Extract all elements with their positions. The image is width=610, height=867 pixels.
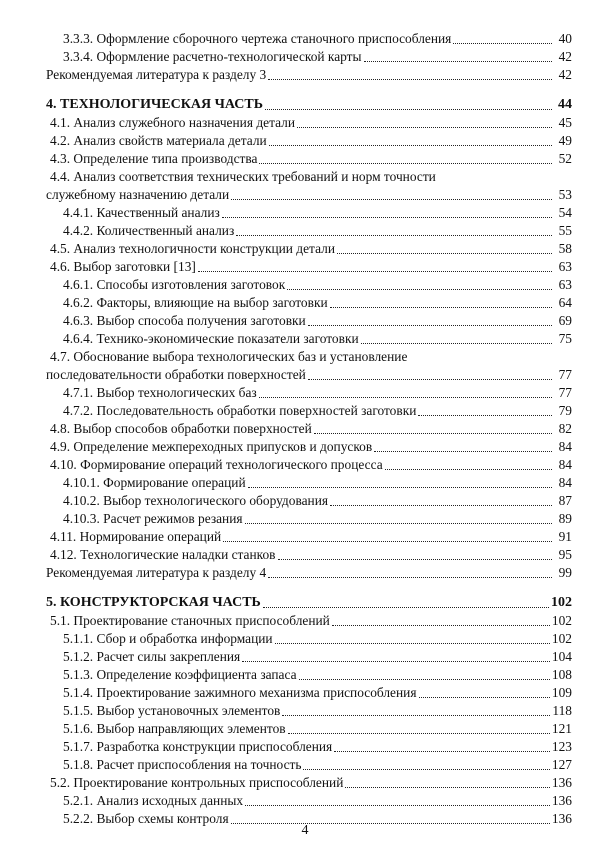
toc-entry-page: 127 [551,757,572,772]
toc-entry-page: 79 [558,403,572,418]
toc-entry-title: 5.1.6. Выбор направляющих элементов [63,721,286,736]
dot-leader [345,787,550,788]
dot-leader [303,769,549,770]
toc-entry-title: 4.6.2. Факторы, влияющие на выбор заготовки [63,295,328,310]
toc-entry-page: 64 [558,295,572,310]
toc-entry-page: 42 [558,67,572,82]
dot-leader [245,805,550,806]
dot-leader [374,451,552,452]
toc-entry-page: 123 [551,739,572,754]
toc-entry-title: 5.1.8. Расчет приспособления на точность [63,757,302,772]
dot-leader [198,271,552,272]
toc-entry-title: 4.10.1. Формирование операций [63,475,246,490]
toc-entry[interactable] [46,528,572,546]
toc-entry-page: 102 [551,595,572,610]
toc-entry-page: 118 [552,703,572,718]
toc-entry-page: 58 [558,241,572,256]
toc-entry-page: 108 [551,667,572,682]
toc-chapter[interactable] [46,96,572,114]
dot-leader [282,715,550,716]
toc-entry-title: 4.11. Нормирование операций [50,529,222,544]
toc-entry-title: 4.3. Определение типа производства [50,151,258,166]
toc-entry-page: 84 [558,475,572,490]
toc-entry-page: 121 [551,721,572,736]
toc-entry[interactable] [46,456,572,474]
toc-entry-title: 4.1. Анализ служебного назначения детали [50,115,296,130]
dot-leader [299,679,550,680]
toc-entry[interactable] [46,792,572,810]
toc-entry[interactable] [46,114,572,132]
dot-leader [364,61,552,62]
toc-entry[interactable] [46,204,572,222]
toc-entry[interactable] [46,702,572,720]
toc-entry-title: 4.10.3. Расчет режимов резания [63,511,243,526]
dot-leader [275,643,550,644]
toc-entry-page: 109 [551,685,572,700]
toc-entry-title: 4.8. Выбор способов обработки поверхностей [50,421,312,436]
dot-leader [259,163,552,164]
toc-entry-page: 63 [558,277,572,292]
dot-leader [385,469,552,470]
toc-entry-title: 4.7.1. Выбор технологических баз [63,385,257,400]
dot-leader [268,577,552,578]
dot-leader [268,79,552,80]
toc-entry[interactable] [46,474,572,492]
toc-entry[interactable] [46,222,572,240]
dot-leader [265,109,552,110]
toc-entry-title: 4.12. Технологические наладки станков [50,547,276,562]
table-of-contents [46,30,572,828]
toc-entry[interactable] [46,564,572,582]
dot-leader [308,379,552,380]
toc-entry[interactable] [46,756,572,774]
toc-entry[interactable] [46,312,572,330]
toc-entry[interactable] [46,30,572,48]
toc-entry-page: 102 [551,631,572,646]
toc-entry-title: 4.7.2. Последовательность обработки поверхностей заготовки [63,403,417,418]
toc-entry-page: 136 [551,793,572,808]
toc-entry[interactable] [46,276,572,294]
toc-entry[interactable] [46,510,572,528]
dot-leader [242,661,550,662]
toc-entry[interactable] [46,330,572,348]
toc-chapter[interactable] [46,594,572,612]
dot-leader [248,487,552,488]
toc-entry-page: 95 [558,547,572,562]
toc-entry-line: 4.7. Обоснование выбора технологических баз и установление [50,349,408,364]
toc-entry[interactable] [46,738,572,756]
toc-entry-title: 4.5. Анализ технологичности конструкции детали [50,241,335,256]
dot-leader [263,607,549,608]
toc-entry-page: 45 [558,115,572,130]
toc-entry-page: 42 [558,49,572,64]
dot-leader [259,397,552,398]
toc-entry[interactable] [46,492,572,510]
toc-entry-title: 4.4.1. Качественный анализ [63,205,220,220]
section-gap [46,582,572,594]
toc-entry[interactable] [46,366,572,384]
toc-entry[interactable] [46,648,572,666]
toc-entry-page: 44 [558,97,572,112]
toc-entry-title: 4.6.1. Способы изготовления заготовок [63,277,286,292]
toc-entry[interactable] [46,438,572,456]
toc-entry-page: 77 [558,385,572,400]
toc-entry-title: Рекомендуемая литература к разделу 4 [46,565,267,580]
dot-leader [334,751,550,752]
toc-entry-page: 75 [558,331,572,346]
toc-entry-title: 5.1.2. Расчет силы закрепления [63,649,241,664]
toc-entry-page: 87 [558,493,572,508]
toc-entry-title: служебному назначению детали [46,187,230,202]
toc-entry[interactable] [46,612,572,630]
toc-entry-page: 136 [551,811,572,826]
toc-entry-title: 5.1.7. Разработка конструкции приспособления [63,739,333,754]
dot-leader [236,235,552,236]
toc-entry[interactable] [46,546,572,564]
dot-leader [308,325,552,326]
toc-entry-page: 77 [558,367,572,382]
dot-leader [287,289,552,290]
dot-leader [222,217,552,218]
page-number: 4 [301,823,309,838]
toc-entry-line: 4.4. Анализ соответствия технических требований и норм точности [50,169,436,184]
dot-leader [314,433,552,434]
toc-entry[interactable] [46,720,572,738]
toc-entry-title: 5. КОНСТРУКТОРСКАЯ ЧАСТЬ [46,595,261,610]
toc-entry-title: 5.2. Проектирование контрольных приспособлений [50,775,344,790]
toc-entry[interactable] [46,66,572,84]
toc-entry-page: 104 [551,649,572,664]
dot-leader [245,523,552,524]
toc-entry-page: 53 [558,187,572,202]
toc-entry[interactable] [46,294,572,312]
toc-entry-title: последовательности обработки поверхностей [46,367,306,382]
toc-entry-page: 49 [558,133,572,148]
dot-leader [231,199,552,200]
toc-entry-title: 4.2. Анализ свойств материала детали [50,133,267,148]
toc-entry-title: 5.1.3. Определение коэффициента запаса [63,667,297,682]
toc-entry-title: 4. ТЕХНОЛОГИЧЕСКАЯ ЧАСТЬ [46,97,263,112]
dot-leader [337,253,552,254]
toc-entry[interactable] [46,666,572,684]
toc-entry-page: 84 [558,457,572,472]
toc-entry-page: 82 [558,421,572,436]
toc-entry-page: 99 [558,565,572,580]
toc-entry-title: 3.3.4. Оформление расчетно-технологической карты [63,49,362,64]
toc-entry-title: 4.4.2. Количественный анализ [63,223,235,238]
toc-entry-page: 89 [558,511,572,526]
toc-entry-title: 5.1.4. Проектирование зажимного механизма приспособления [63,685,417,700]
dot-leader [223,541,552,542]
toc-entry[interactable] [46,402,572,420]
dot-leader [418,415,552,416]
toc-entry-title: 5.2.1. Анализ исходных данных [63,793,244,808]
toc-entry-page: 69 [558,313,572,328]
dot-leader [453,43,552,44]
toc-entry-page: 40 [558,31,572,46]
toc-entry-page: 63 [558,259,572,274]
toc-entry[interactable] [46,630,572,648]
toc-entry-title: 3.3.3. Оформление сборочного чертежа станочного приспособления [63,31,452,46]
toc-entry-title: 5.1.1. Сбор и обработка информации [63,631,273,646]
toc-entry[interactable] [46,186,572,204]
toc-entry[interactable] [46,48,572,66]
dot-leader [297,127,552,128]
toc-entry-title: 4.6.3. Выбор способа получения заготовки [63,313,306,328]
toc-entry-page: 84 [558,439,572,454]
toc-entry[interactable] [46,420,572,438]
toc-entry-title: 4.6.4. Технико-экономические показатели заготовки [63,331,359,346]
dot-leader [361,343,552,344]
toc-entry-page: 52 [558,151,572,166]
dot-leader [278,559,553,560]
toc-entry[interactable] [46,132,572,150]
dot-leader [269,145,552,146]
dot-leader [288,733,550,734]
toc-entry-title: 5.2.2. Выбор схемы контроля [63,811,229,826]
section-gap [46,84,572,96]
toc-entry[interactable] [46,684,572,702]
toc-entry-page: 54 [558,205,572,220]
toc-entry-title: 5.1. Проектирование станочных приспособлений [50,613,330,628]
dot-leader [332,625,550,626]
toc-entry-page: 102 [551,613,572,628]
toc-entry-title: 5.1.5. Выбор установочных элементов [63,703,281,718]
toc-entry[interactable] [46,150,572,168]
toc-entry[interactable] [46,774,572,792]
dot-leader [330,307,552,308]
toc-entry-title: 4.9. Определение межпереходных припусков и допусков [50,439,373,454]
toc-entry[interactable] [46,258,572,276]
toc-entry-title: 4.10.2. Выбор технологического оборудования [63,493,329,508]
toc-entry-page: 136 [551,775,572,790]
toc-entry-title: 4.10. Формирование операций технологического процесса [50,457,383,472]
toc-entry-title: Рекомендуемая литература к разделу 3 [46,67,267,82]
toc-entry-title: 4.6. Выбор заготовки [13] [50,259,196,274]
dot-leader [330,505,552,506]
toc-entry[interactable] [46,384,572,402]
toc-entry-page: 91 [558,529,572,544]
toc-entry-page: 55 [558,223,572,238]
toc-entry[interactable] [46,240,572,258]
dot-leader [419,697,550,698]
